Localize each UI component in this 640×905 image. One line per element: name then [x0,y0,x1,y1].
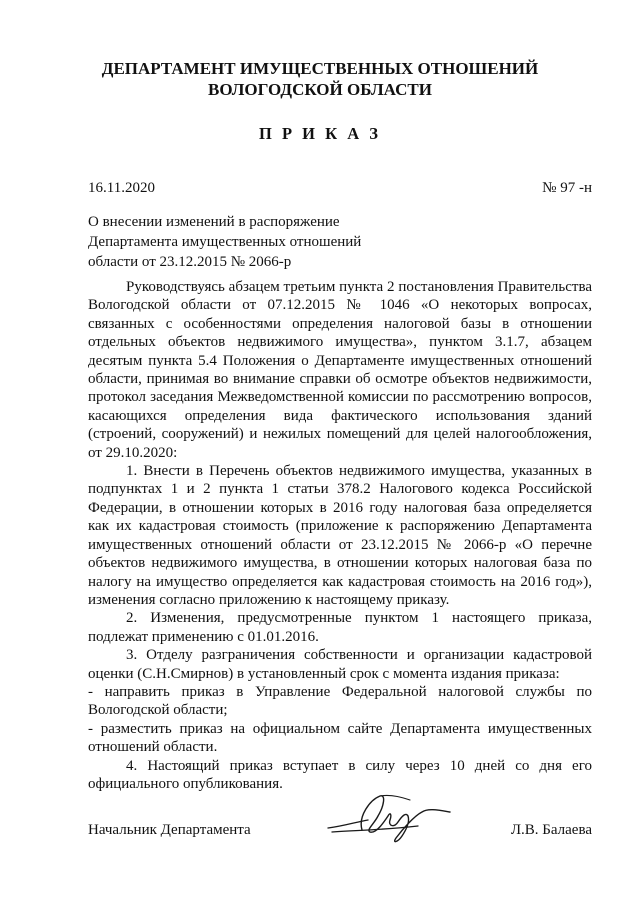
document-date: 16.11.2020 [88,180,155,196]
subject-line1: О внесении изменений в распоряжение [88,214,340,230]
department-header-line2: ВОЛОГОДСКОЙ ОБЛАСТИ [208,80,432,99]
paragraph-2: 2. Изменения, предусмотренные пунктом 1 настоящего приказа, подлежат применению с 01.01.2016. [88,610,592,645]
department-header-line1: ДЕПАРТАМЕНТ ИМУЩЕСТВЕННЫХ ОТНОШЕНИЙ [101,59,539,78]
document-number: № 97 -н [542,180,592,196]
intro-paragraph: Руководствуясь абзацем третьим пункта 2 постановления Правительства Вологодской области от 07.12.2015 № 1046 «О некоторых вопросах, связанных с особенностями определения налоговой базы в отношении отдельных объектов недвижимого имущества», пунктом 3.1.7, абзацем десятым пункта 5.4 Положения о Департаменте имущественных отношений области, принимая во внимание справки об осмотре объектов недвижимости, протокол заседания Межведомственной комиссии по рассмотрению вопросов, касающихся определения вида фактического использования зданий (строений, сооружений) и нежилых помещений для целей налогообложения, от 29.10.2020: [88,279,592,461]
paragraph-3: 3. Отделу разграничения собственности и организации кадастровой оценки (С.Н.Смирнов) в установленный срок с момента издания приказа: [88,647,592,682]
subject-line2: Департамента имущественных отношений [88,234,362,250]
document-body [88,278,592,793]
paragraph-3-bullet-2: - разместить приказ на официальном сайте Департамента имущественных отношений области. [88,720,592,756]
department-header [60,58,580,100]
paragraph-1: 1. Внести в Перечень объектов недвижимого имущества, указанных в подпунктах 1 и 2 пункта 1 статьи 378.2 Налогового кодекса Российской Федерации, в отношении которых в 2016 году налоговая база определяется как их кадастровая стоимость (приложение к распоряжению Департамента имущественных отношений области от 23.12.2015 № 2066-р «О перечне объектов недвижимого имущества, в отношении которых налоговая база по налогу на имущество определяется как кадастровая стоимость на 2016 год»), изменения согласно приложению к настоящему приказу. [88,463,592,608]
paragraph-3-bullet-1: - направить приказ в Управление Федеральной налоговой службы по Вологодской области; [88,683,592,719]
signatory-title: Начальник Департамента [88,822,251,838]
document-type-title: П Р И К А З [259,124,381,143]
document-subject [88,212,448,272]
subject-line3: области от 23.12.2015 № 2066-р [88,254,292,270]
handwritten-signature [322,786,462,846]
paragraph-4: 4. Настоящий приказ вступает в силу через 10 дней со дня его официального опубликования. [88,757,592,792]
signature-block [0,808,640,848]
signatory-name: Л.В. Балаева [510,822,592,838]
